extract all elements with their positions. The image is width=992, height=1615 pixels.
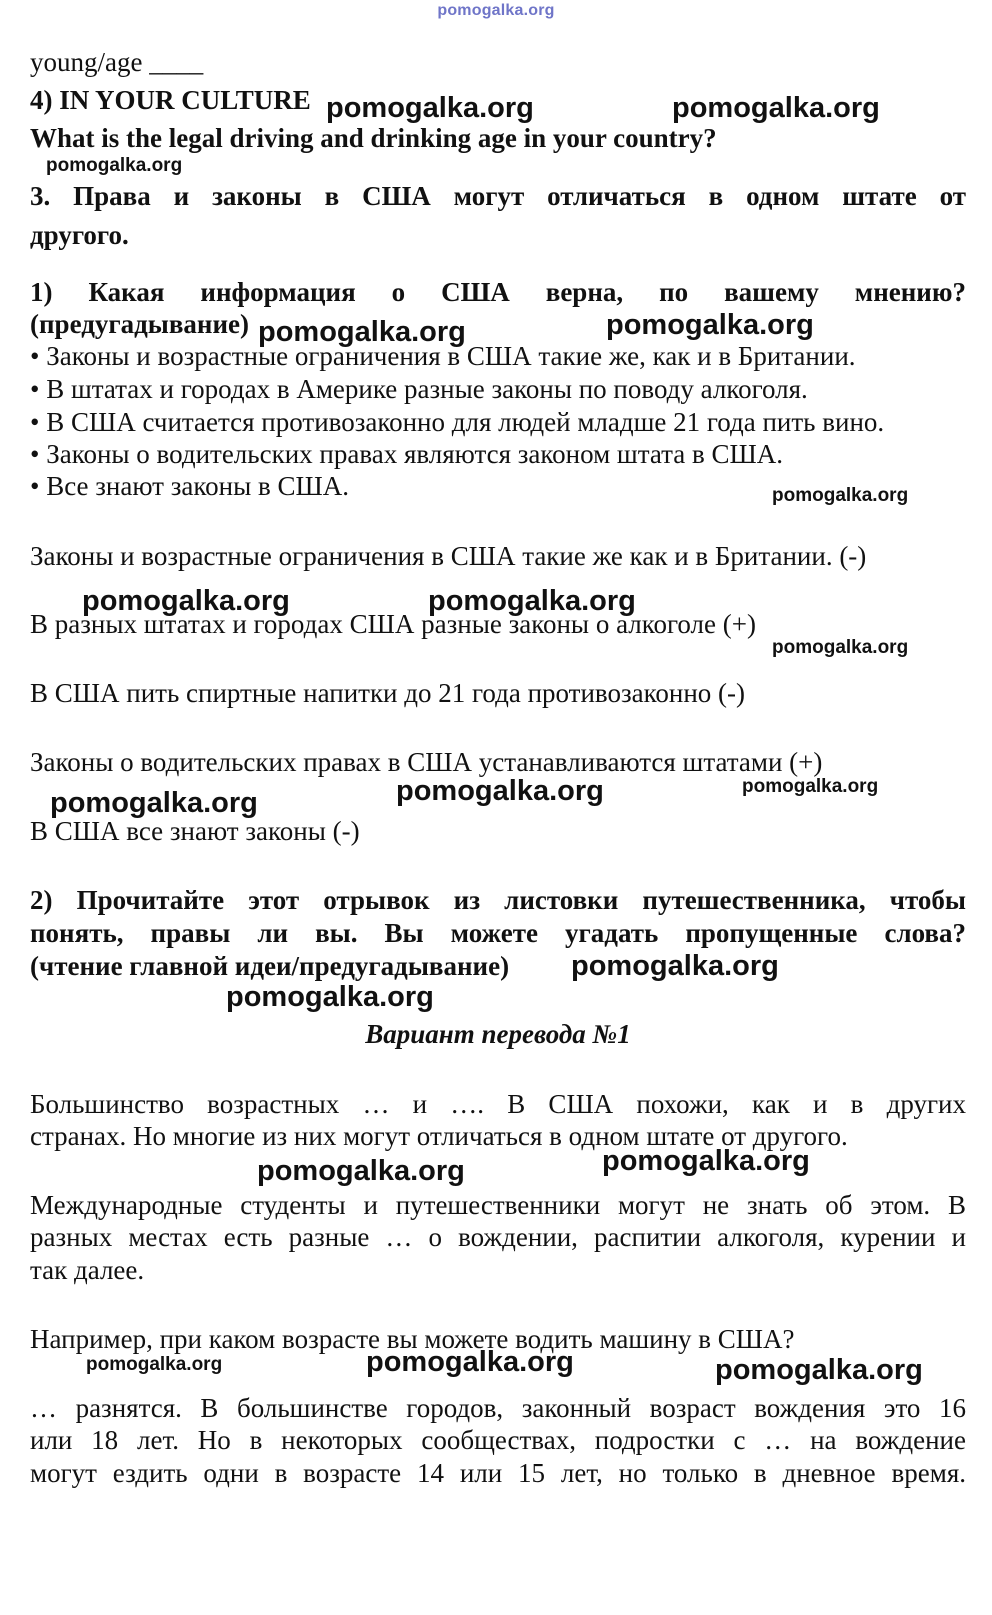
- answer-line: Законы о водительских правах в США устанавливаются штатами (+): [30, 747, 823, 777]
- bullet-item: • В США считается противозаконно для людей младше 21 года пить вино.: [30, 407, 885, 437]
- heading-in-your-culture: 4) IN YOUR CULTURE: [30, 85, 311, 115]
- paragraph-line: … разнятся. В большинстве городов, законный возраст вождения это 16: [30, 1393, 966, 1423]
- task-2-title: 2) Прочитайте этот отрывок из листовки путешественника, чтобы: [30, 885, 966, 915]
- watermark: pomogalka.org: [715, 1354, 923, 1386]
- bullet-item: • В штатах и городах в Америке разные законы по поводу алкоголя.: [30, 374, 808, 404]
- paragraph-line: Например, при каком возрасте вы можете водить машину в США?: [30, 1324, 795, 1354]
- paragraph-line: Большинство возрастных … и …. В США похожи, как и в других: [30, 1089, 966, 1119]
- watermark: pomogalka.org: [428, 585, 636, 617]
- watermark: pomogalka.org: [258, 316, 466, 348]
- watermark: pomogalka.org: [772, 485, 909, 506]
- watermark: pomogalka.org: [606, 309, 814, 341]
- watermark: pomogalka.org: [571, 950, 779, 982]
- task-1-title: 1) Какая информация о США верна, по вашему мнению?: [30, 277, 966, 307]
- watermark: pomogalka.org: [602, 1145, 810, 1177]
- paragraph-line: Международные студенты и путешественники могут не знать об этом. В: [30, 1190, 966, 1220]
- watermark: pomogalka.org: [742, 776, 879, 797]
- paragraph-line: так далее.: [30, 1255, 145, 1285]
- paragraph-line: могут ездить одни в возрасте 14 или 15 лет, но только в дневное время.: [30, 1458, 966, 1488]
- answer-line: Законы и возрастные ограничения в США такие же как и в Британии. (-): [30, 541, 867, 571]
- question-driving-age: What is the legal driving and drinking age in your country?: [30, 123, 717, 153]
- watermark: pomogalka.org: [326, 92, 534, 124]
- task-2-subtitle: (чтение главной идеи/предугадывание): [30, 951, 510, 981]
- watermark: pomogalka.org: [396, 775, 604, 807]
- watermark: pomogalka.org: [672, 92, 880, 124]
- watermark: pomogalka.org: [86, 1354, 223, 1375]
- section-3-title: 3. Права и законы в США могут отличаться в одном штате от: [30, 181, 966, 211]
- task-2-title-cont: понять, правы ли вы. Вы можете угадать пропущенные слова?: [30, 918, 966, 948]
- bullet-item: • Законы и возрастные ограничения в США такие же, как и в Британии.: [30, 341, 856, 371]
- paragraph-line: странах. Но многие из них могут отличаться в одном штате от другого.: [30, 1121, 848, 1151]
- answer-line: В разных штатах и городах США разные законы о алкоголе (+): [30, 609, 756, 639]
- watermark: pomogalka.org: [46, 155, 183, 176]
- watermark: pomogalka.org: [82, 585, 290, 617]
- translation-variant-title: Вариант перевода №1: [365, 1019, 631, 1049]
- paragraph-line: или 18 лет. Но в некоторых сообществах, подростки с … на вождение: [30, 1425, 966, 1455]
- bullet-item: • Законы о водительских правах являются законом штата в США.: [30, 439, 783, 469]
- watermark: pomogalka.org: [772, 637, 909, 658]
- watermark: pomogalka.org: [366, 1346, 574, 1378]
- watermark: pomogalka.org: [50, 787, 258, 819]
- watermark: pomogalka.org: [226, 981, 434, 1013]
- watermark: pomogalka.org: [257, 1155, 465, 1187]
- bullet-item: • Все знают законы в США.: [30, 471, 349, 501]
- answer-line: В США все знают законы (-): [30, 816, 360, 846]
- section-3-title-cont: другого.: [30, 220, 129, 250]
- task-1-subtitle: (предугадывание): [30, 309, 250, 339]
- paragraph-line: разных местах есть разные … о вождении, распитии алкоголя, курении и: [30, 1222, 966, 1252]
- answer-line: В США пить спиртные напитки до 21 года противозаконно (-): [30, 678, 746, 708]
- site-logo-mark: pomogalka.org: [437, 2, 555, 19]
- line-young-age: young/age ____: [30, 47, 204, 77]
